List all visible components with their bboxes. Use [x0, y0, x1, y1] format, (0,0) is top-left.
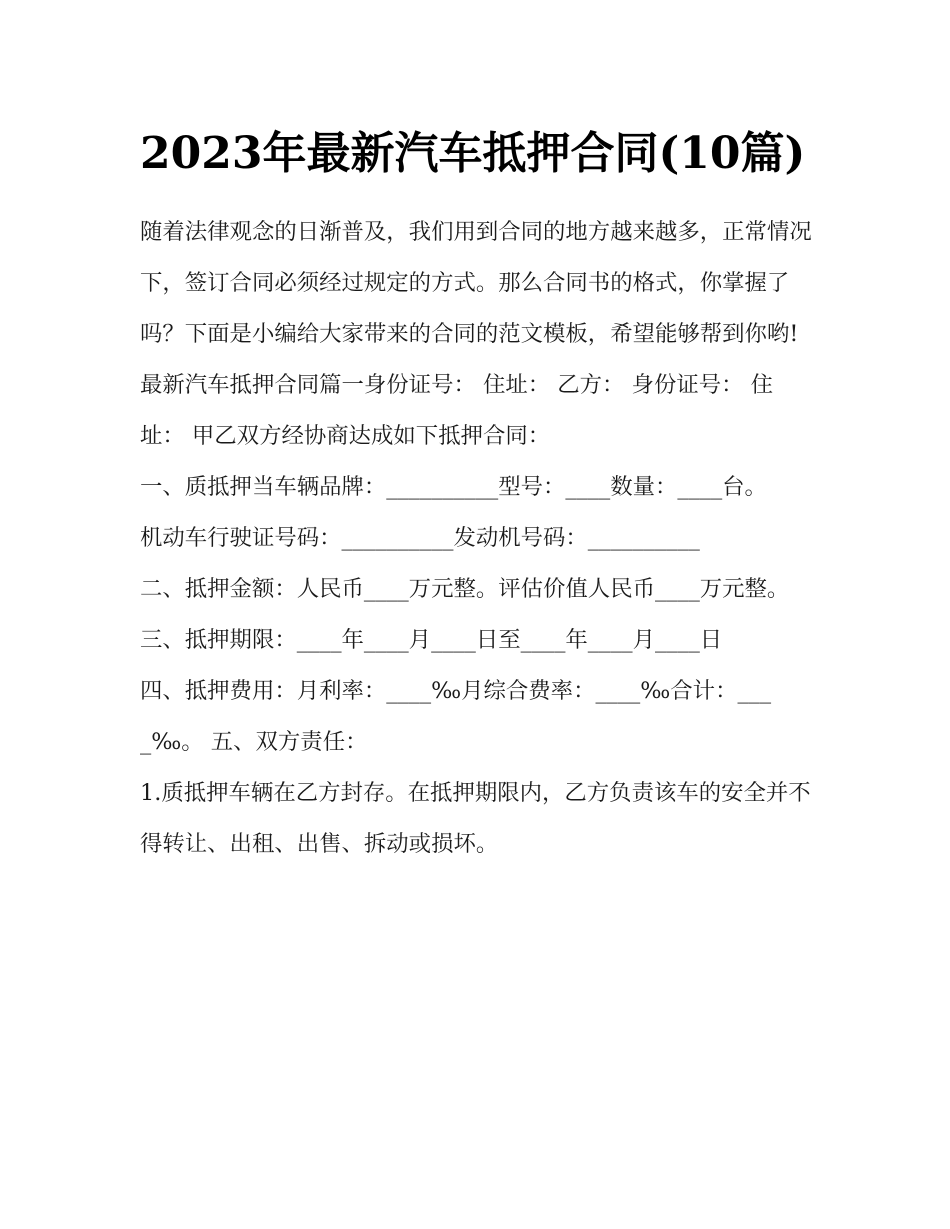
party-info-paragraph: 最新汽车抵押合同篇一身份证号： 住址： 乙方： 身份证号： 住址： 甲乙双方经协商达成如下抵押合同：: [140, 372, 774, 449]
mortgage-term-clause: 三、抵押期限：____年____月____日至____年____月____日: [140, 627, 723, 653]
intro-paragraph: 随着法律观念的日渐普及，我们用到合同的地方越来越多，正常情况下，签订合同必须经过规定的方式。那么合同书的格式，你掌握了吗？下面是小编给大家带来的合同的范文模板，希望能够帮到你哟!: [140, 219, 812, 347]
responsibility-clause-1: 1.质抵押车辆在乙方封存。在抵押期限内，乙方负责该车的安全并不得转让、出租、出售、拆动或损坏。: [140, 780, 811, 857]
document-title: 2023年最新汽车抵押合同(10篇): [140, 128, 806, 179]
vehicle-license-clause: 机动车行驶证号码：__________发动机号码：__________: [140, 525, 700, 551]
mortgage-amount-clause: 二、抵押金额：人民币____万元整。评估价值人民币____万元整。: [140, 576, 790, 602]
document-body: [140, 207, 812, 870]
vehicle-brand-clause: 一、质抵押当车辆品牌：__________型号：____数量：____台。: [140, 474, 767, 500]
document-content: [140, 114, 812, 870]
mortgage-fee-clause: 四、抵押费用：月利率：____‰月综合费率：____‰合计：____‰。 五、双方责任：: [140, 678, 772, 755]
